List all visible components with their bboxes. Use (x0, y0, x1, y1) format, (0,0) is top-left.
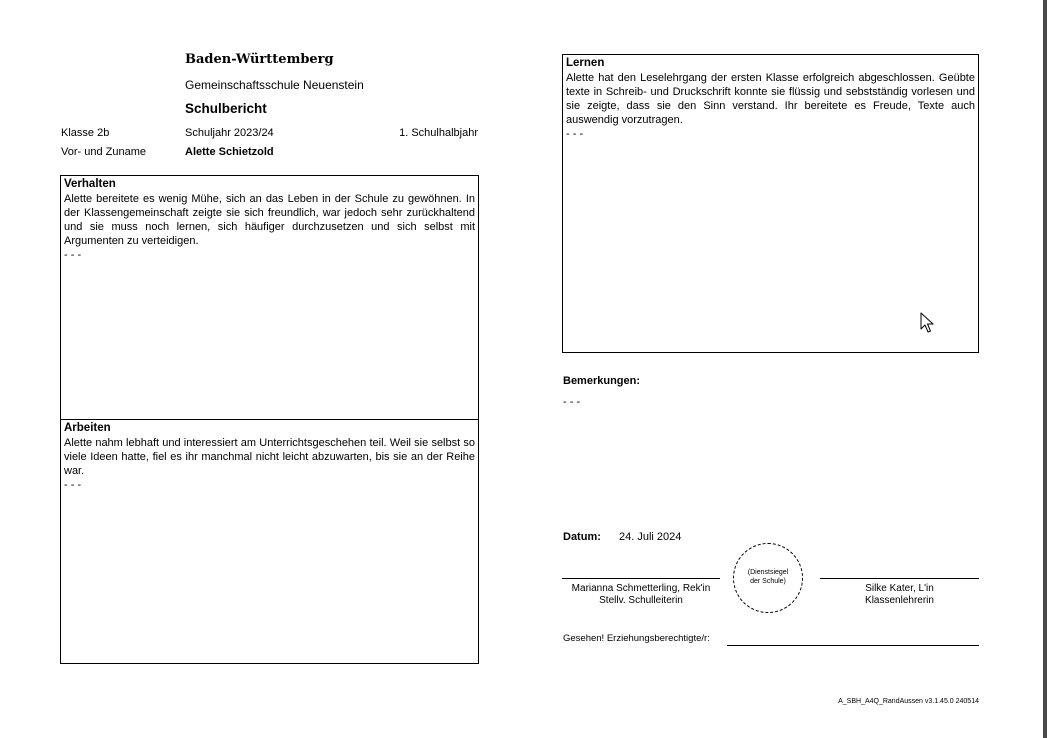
section-arbeiten-filler: - - - (64, 479, 82, 491)
term: 1. Schulhalbjahr (399, 127, 478, 139)
section-lernen-body (566, 71, 975, 141)
section-lernen-title: Lernen (566, 57, 605, 69)
seal-line-2: der Schule) (750, 578, 786, 585)
student-name: Alette Schietzold (185, 146, 274, 158)
date-value: 24. Juli 2024 (619, 531, 682, 543)
section-lernen (562, 54, 979, 353)
form-reference: A_SBH_A4Q_RandAussen v3.1.45.0 240514 (838, 698, 979, 705)
section-verhalten-text: Alette bereitete es wenig Mühe, sich an das Leben in der Schule zu gewöhnen. In der Klassengemeinschaft zeigte sie sich freundlich, war jedoch sehr zurückhaltend und sie muss noch lernen, sich häufiger durchzusetzen und sich selbst mit Argumenten zu verteidigen. (64, 193, 475, 247)
section-verhalten-filler: - - - (64, 249, 82, 261)
signature-right-name: Silke Kater, L'in (865, 583, 934, 594)
school-year: Schuljahr 2023/24 (185, 127, 274, 139)
guardian-signature-line (727, 645, 979, 646)
mouse-cursor-icon (920, 312, 936, 334)
class-label: Klasse 2b (61, 127, 110, 139)
state-name: Baden-Württemberg (185, 52, 334, 67)
school-name: Gemeinschaftsschule Neuenstein (185, 78, 364, 92)
section-verhalten (60, 175, 479, 420)
signature-right-role: Klassenlehrerin (865, 595, 934, 606)
section-verhalten-body (64, 192, 475, 262)
seal-line-1: (Dienstsiegel (747, 569, 789, 576)
section-lernen-text: Alette hat den Leselehrgang der ersten Klasse erfolgreich abgeschlossen. Geübte texte in Schreib- und Druckschrift konnte sie flüssig und sebstständig vorlesen und sie zeigte, dass sie den Sinn verstand. Ihr bereitete es Freude, Texte auch auswendig vorzutragen. (566, 72, 975, 126)
section-lernen-filler: - - - (566, 128, 584, 140)
signature-left-name: Marianna Schmetterling, Rek'in (571, 583, 711, 594)
vertical-scrollbar[interactable] (1043, 0, 1047, 738)
date-label: Datum: (563, 531, 601, 543)
section-verhalten-title: Verhalten (64, 178, 116, 190)
section-arbeiten-text: Alette nahm lebhaft und interessiert am Unterrichtsgeschehen teil. Weil sie selbst so viele Ideen hatte, fiel es ihr manchmal nicht leicht abzuwarten, bis sie an der Reihe war. (64, 437, 475, 477)
signature-line-left (562, 578, 720, 579)
signature-line-right (820, 578, 979, 579)
remarks-text: - - - (563, 396, 581, 408)
name-label: Vor- und Zuname (61, 146, 146, 158)
official-seal (733, 543, 803, 613)
remarks-label: Bemerkungen: (563, 375, 641, 387)
signature-left-role: Stellv. Schulleiterin (599, 595, 683, 606)
signature-right (820, 583, 979, 607)
guardian-label: Gesehen! Erziehungsberechtigte/r: (563, 633, 710, 644)
signature-left (562, 583, 720, 607)
section-arbeiten-body (64, 436, 475, 492)
document-title: Schulbericht (185, 101, 267, 116)
section-arbeiten-title: Arbeiten (64, 422, 111, 434)
section-arbeiten (60, 419, 479, 664)
